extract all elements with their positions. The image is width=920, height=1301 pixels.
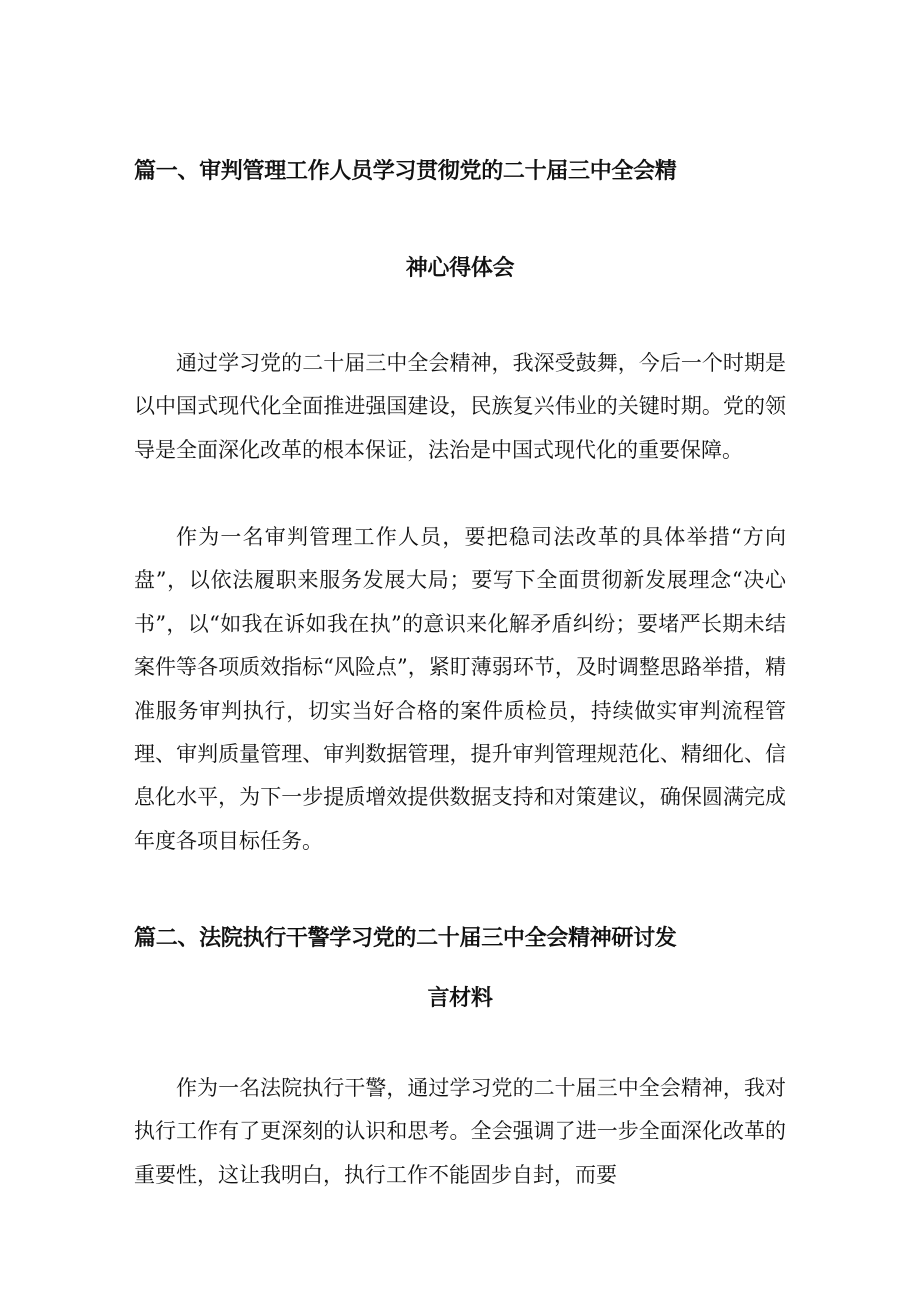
article2-title-line1: 篇二、法院执行干警学习党的二十届三中全会精神研讨发 (134, 926, 677, 951)
article1-paragraph-1: 通过学习党的二十届三中全会精神，我深受鼓舞，今后一个时期是以中国式现代化全面推进强国建设，民族复兴伟业的关键时期。党的领导是全面深化改革的根本保证，法治是中国式现代化的重要保障。 (134, 351, 786, 462)
article1-title-line1: 篇一、审判管理工作人员学习贯彻党的二十届三中全会精 (134, 159, 677, 184)
article2-paragraph-1: 作为一名法院执行干警，通过学习党的二十届三中全会精神，我对执行工作有了更深刻的认识和思考。全会强调了进一步全面深化改革的重要性，这让我明白，执行工作不能固步自封，而要 (134, 1076, 786, 1187)
article1-title-line2: 神心得体会 (405, 256, 515, 281)
article2-title-line2: 言材料 (427, 986, 493, 1011)
article1-paragraph-2: 作为一名审判管理工作人员，要把稳司法改革的具体举措“方向盘”，以依法履职来服务发展大局；要写下全面贯彻新发展理念“决心书”，以“如我在诉如我在执”的意识来化解矛盾纠纷；要堵严长期未结案件等各项质效指标“风险点”，紧盯薄弱环节，及时调整思路举措，精准服务审判执行，切实当好合格的案件质检员，持续做实审判流程管理、审判质量管理、审判数据管理，提升审判管理规范化、精细化、信息化水平，为下一步提质增效提供数据支持和对策建议，确保圆满完成年度各项目标任务。 (134, 525, 786, 853)
